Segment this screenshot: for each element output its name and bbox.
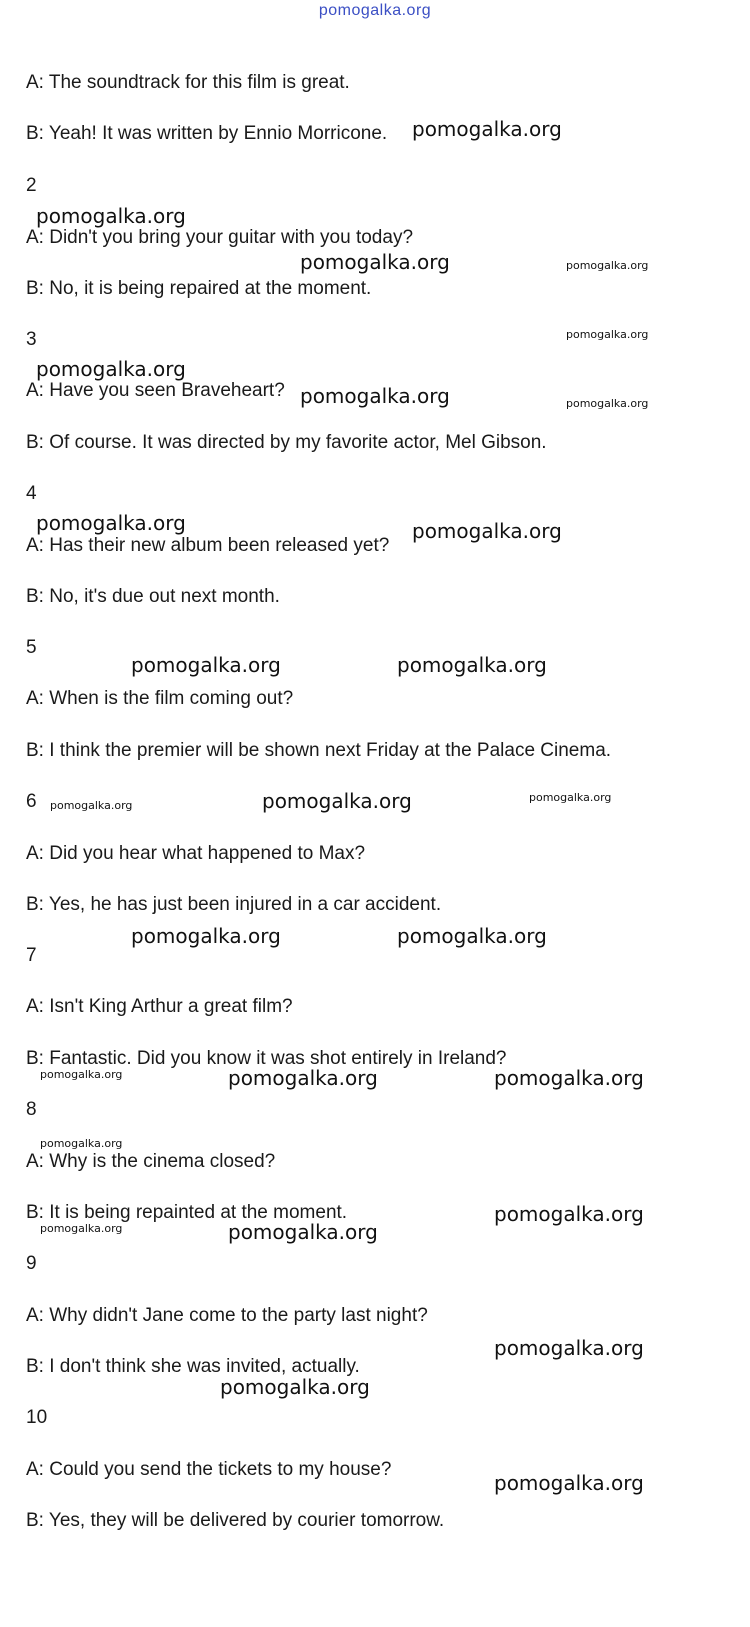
header-site-logo: pomogalka.org xyxy=(318,2,432,19)
watermark: pomogalka.org xyxy=(40,1222,123,1235)
watermark: pomogalka.org xyxy=(494,1202,644,1226)
watermark: pomogalka.org xyxy=(566,259,649,272)
watermark: pomogalka.org xyxy=(397,924,547,948)
dialog-8-number: 8 xyxy=(26,1099,37,1120)
dialog-2-line-a: A: Didn't you bring your guitar with you today? xyxy=(26,227,414,248)
dialog-9-line-b: B: I don't think she was invited, actually. xyxy=(26,1356,360,1377)
dialog-9-number: 9 xyxy=(26,1253,37,1274)
watermark: pomogalka.org xyxy=(412,519,562,543)
dialog-2-number: 2 xyxy=(26,175,37,196)
dialog-3-line-b: B: Of course. It was directed by my favorite actor, Mel Gibson. xyxy=(26,432,547,453)
dialog-1-line-b: B: Yeah! It was written by Ennio Morricone. xyxy=(26,123,388,144)
watermark: pomogalka.org xyxy=(494,1471,644,1495)
dialog-5-line-b: B: I think the premier will be shown next Friday at the Palace Cinema. xyxy=(26,740,612,761)
watermark: pomogalka.org xyxy=(40,1068,123,1081)
watermark: pomogalka.org xyxy=(40,1137,123,1150)
dialog-3-line-a: A: Have you seen Braveheart? xyxy=(26,380,285,401)
watermark: pomogalka.org xyxy=(566,328,649,341)
watermark: pomogalka.org xyxy=(566,397,649,410)
dialog-5-number: 5 xyxy=(26,637,37,658)
watermark: pomogalka.org xyxy=(36,357,186,381)
dialog-6-number: 6 xyxy=(26,791,37,812)
dialog-7-number: 7 xyxy=(26,945,37,966)
watermark: pomogalka.org xyxy=(300,250,450,274)
dialog-5-line-a: A: When is the film coming out? xyxy=(26,688,294,709)
dialog-7-line-a: A: Isn't King Arthur a great film? xyxy=(26,996,293,1017)
dialog-8-line-b: B: It is being repainted at the moment. xyxy=(26,1202,348,1223)
dialog-2-line-b: B: No, it is being repaired at the moment. xyxy=(26,278,372,299)
watermark: pomogalka.org xyxy=(494,1066,644,1090)
dialog-9-line-a: A: Why didn't Jane come to the party last night? xyxy=(26,1305,428,1326)
watermark: pomogalka.org xyxy=(36,511,186,535)
watermark: pomogalka.org xyxy=(220,1375,370,1399)
dialog-10-line-a: A: Could you send the tickets to my house? xyxy=(26,1459,392,1480)
dialog-4-line-a: A: Has their new album been released yet? xyxy=(26,535,390,556)
dialog-7-line-b: B: Fantastic. Did you know it was shot entirely in Ireland? xyxy=(26,1048,507,1069)
dialog-6-line-b: B: Yes, he has just been injured in a car accident. xyxy=(26,894,442,915)
watermark: pomogalka.org xyxy=(228,1066,378,1090)
dialog-10-number: 10 xyxy=(26,1407,48,1428)
watermark: pomogalka.org xyxy=(397,653,547,677)
watermark: pomogalka.org xyxy=(412,117,562,141)
dialog-8-line-a: A: Why is the cinema closed? xyxy=(26,1151,276,1172)
watermark: pomogalka.org xyxy=(36,204,186,228)
watermark: pomogalka.org xyxy=(228,1220,378,1244)
watermark: pomogalka.org xyxy=(262,789,412,813)
watermark: pomogalka.org xyxy=(131,924,281,948)
dialog-6-line-a: A: Did you hear what happened to Max? xyxy=(26,843,366,864)
watermark: pomogalka.org xyxy=(131,653,281,677)
dialog-4-number: 4 xyxy=(26,483,37,504)
watermark: pomogalka.org xyxy=(50,799,133,812)
watermark: pomogalka.org xyxy=(300,384,450,408)
dialog-3-number: 3 xyxy=(26,329,37,350)
watermark: pomogalka.org xyxy=(529,791,612,804)
watermark: pomogalka.org xyxy=(494,1336,644,1360)
dialog-4-line-b: B: No, it's due out next month. xyxy=(26,586,280,607)
dialog-1-line-a: A: The soundtrack for this film is great. xyxy=(26,72,350,93)
dialog-10-line-b: B: Yes, they will be delivered by courier tomorrow. xyxy=(26,1510,445,1531)
